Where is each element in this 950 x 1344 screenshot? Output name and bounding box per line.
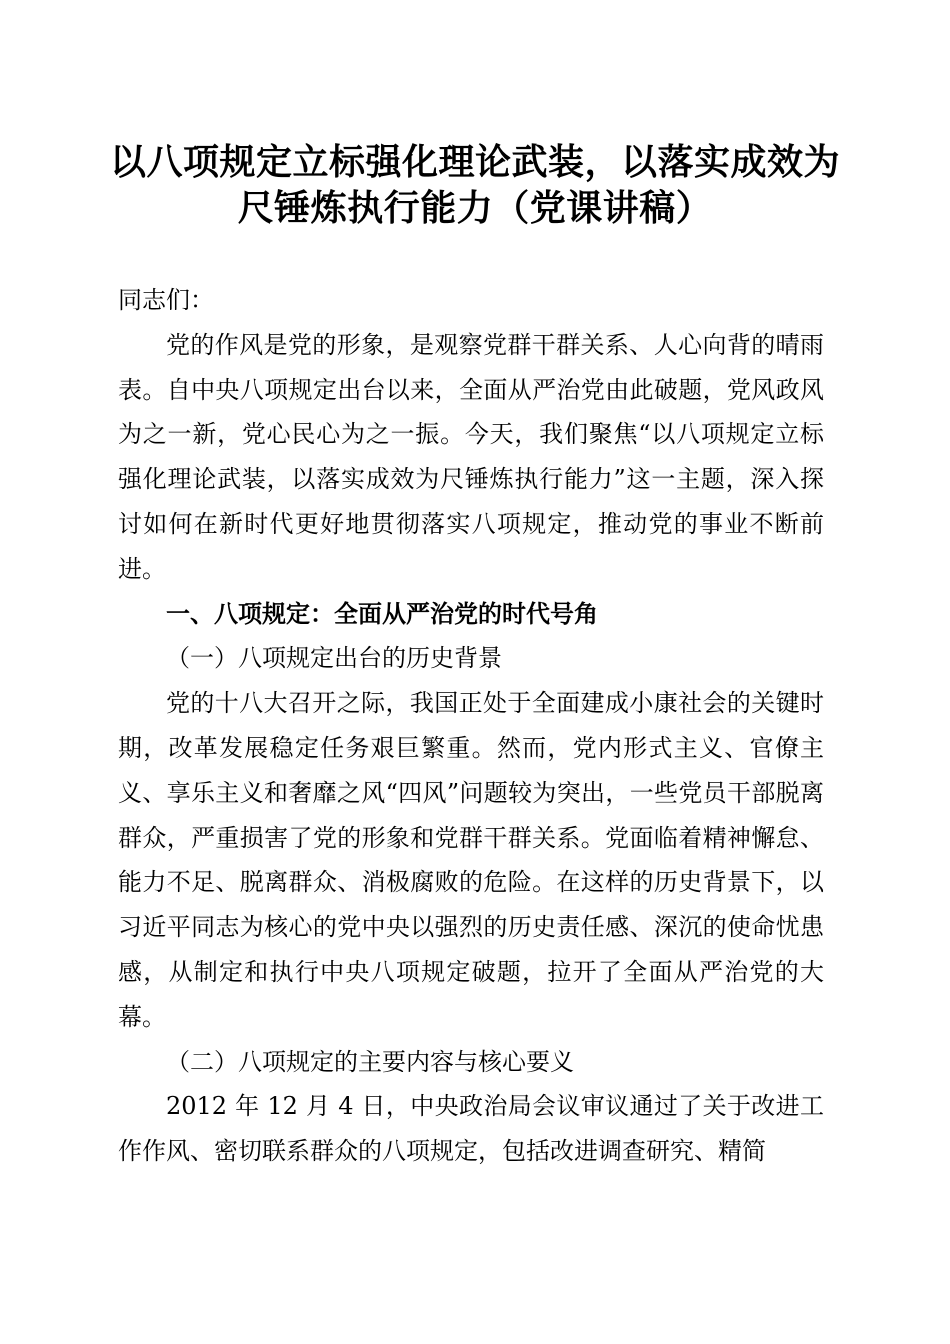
section-heading-1: 一、八项规定：全面从严治党的时代号角 — [166, 599, 598, 628]
document-title-line-1: 以八项规定立标强化理论武装，以落实成效为 — [109, 141, 840, 183]
subsection-heading-1: （一）八项规定出台的历史背景 — [166, 644, 502, 673]
document-title-line-2: 尺锤炼执行能力（党课讲稿） — [237, 187, 713, 229]
subsection-heading-2: （二）八项规定的主要内容与核心要义 — [166, 1047, 574, 1076]
body-paragraph: 党的十八大召开之际，我国正处于全面建成小康社会的关键时期，改革发展稳定任务艰巨繁重。然而，党内形式主义、官僚主义、享乐主义和奢靡之风“四风”问题较为突出，一些党员干部脱离群众，严重损害了党的形象和党群干群关系。党面临着精神懈怠、能力不足、脱离群众、消极腐败的危险。在这样的历史背景下，以习近平同志为核心的党中央以强烈的历史责任感、深沉的使命忧患感，从制定和执行中央八项规定破题，拉开了全面从严治党的大幕。 — [118, 689, 824, 1031]
document-body — [118, 278, 824, 1174]
body-paragraph: 2012 年 12 月 4 日，中央政治局会议审议通过了关于改进工作作风、密切联系群众的八项规定，包括改进调查研究、精简 — [118, 1092, 824, 1166]
salutation: 同志们： — [118, 286, 214, 314]
intro-paragraph: 党的作风是党的形象，是观察党群干群关系、人心向背的晴雨表。自中央八项规定出台以来，全面从严治党由此破题，党风政风为之一新，党心民心为之一振。今天，我们聚焦“以八项规定立标强化理论武装，以落实成效为尺锤炼执行能力”这一主题，深入探讨如何在新时代更好地贯彻落实八项规定，推动党的事业不断前进。 — [118, 330, 824, 583]
